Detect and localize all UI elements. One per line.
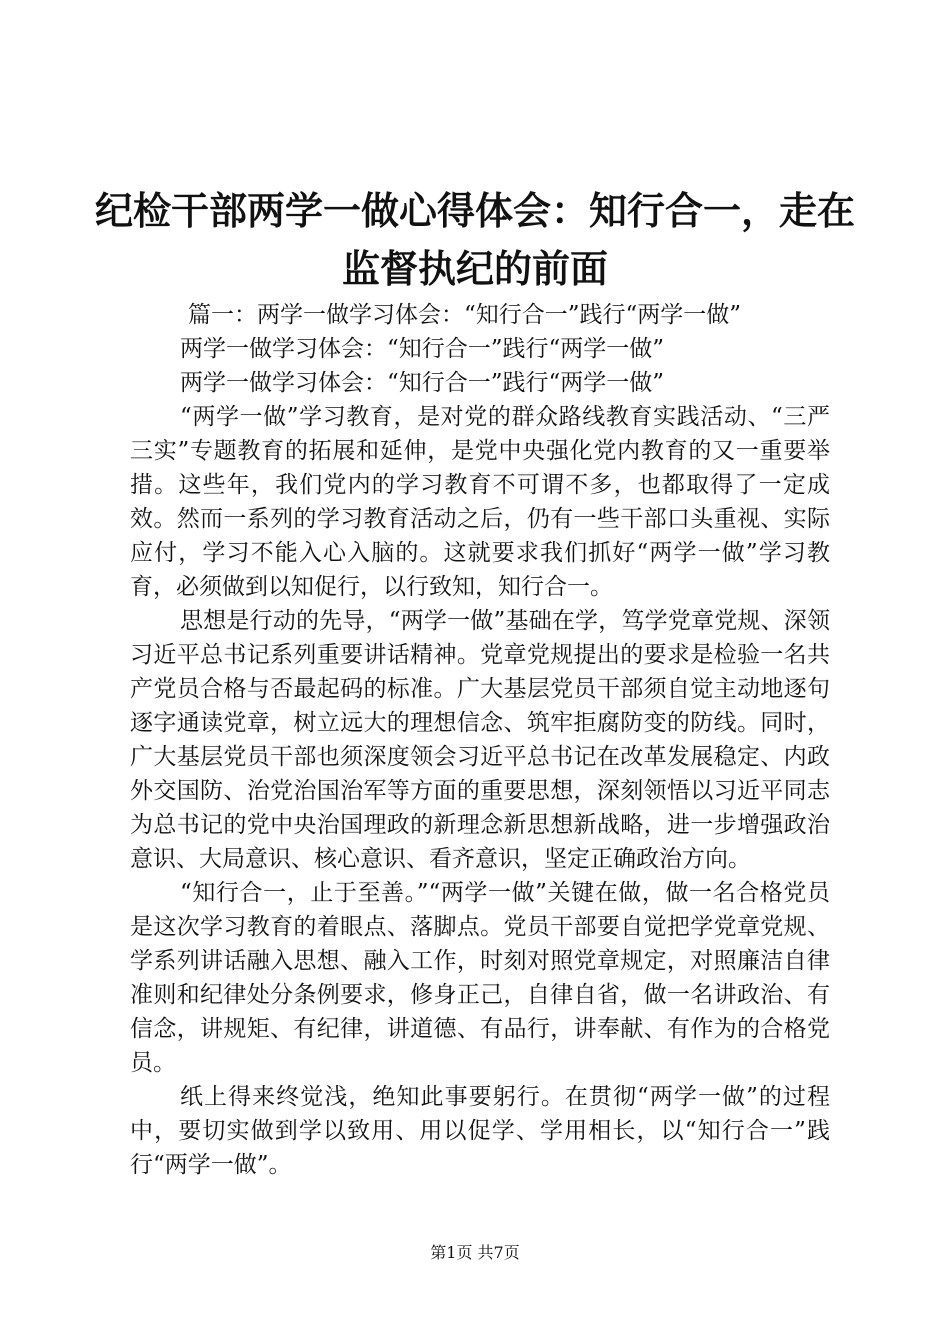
body-paragraph-3: “知行合一，止于至善。”“两学一做”关键在做，做一名合格党员是这次学习教育的着眼点、落脚点。党员干部要自觉把学党章党规、学系列讲话融入思想、融入工作，时刻对照党章规定，对照廉洁自律准则和纪律处分条例要求，修身正己，自律自省，做一名讲政治、有信念，讲规矩、有纪律，讲道德、有品行，讲奉献、有作为的合格党员。 [130,880,830,1076]
document-body [130,298,830,1182]
title-line-1: 纪检干部两学一做心得体会：知行合一，走在 [94,188,855,233]
subheading-2: 两学一做学习体会：“知行合一”践行“两学一做” [180,370,665,396]
body-paragraph-4: 纸上得来终觉浅，绝知此事要躬行。在贯彻“两学一做”的过程中，要切实做到学以致用、用以促学、学用相长，以“知行合一”践行“两学一做”。 [130,1084,830,1178]
title-line-2: 监督执纪的前面 [341,246,608,291]
page-footer: 第1页 共7页 [430,1243,520,1262]
body-paragraph-1: “两学一做”学习教育，是对党的群众路线教育实践活动、“三严三实”专题教育的拓展和延伸，是党中央强化党内教育的又一重要举措。这些年，我们党内的学习教育不可谓不多，也都取得了一定成效。然而一系列的学习教育活动之后，仍有一些干部口头重视、实际应付，学习不能入心入脑的。这就要求我们抓好“两学一做”学习教育，必须做到以知促行，以行致知，知行合一。 [130,404,830,600]
document-title [60,182,890,298]
section-heading: 篇一：两学一做学习体会：“知行合一”践行“两学一做” [188,302,742,328]
subheading-1: 两学一做学习体会：“知行合一”践行“两学一做” [180,336,665,362]
body-paragraph-2: 思想是行动的先导，“两学一做”基础在学，笃学党章党规、深领习近平总书记系列重要讲话精神。党章党规提出的要求是检验一名共产党员合格与否最起码的标准。广大基层党员干部须自觉主动地逐句逐字通读党章，树立远大的理想信念、筑牢拒腐防变的防线。同时，广大基层党员干部也须深度领会习近平总书记在改革发展稳定、内政外交国防、治党治国治军等方面的重要思想，深刻领悟以习近平同志为总书记的党中央治国理政的新理念新思想新战略，进一步增强政治意识、大局意识、核心意识、看齐意识，坚定正确政治方向。 [130,608,830,872]
